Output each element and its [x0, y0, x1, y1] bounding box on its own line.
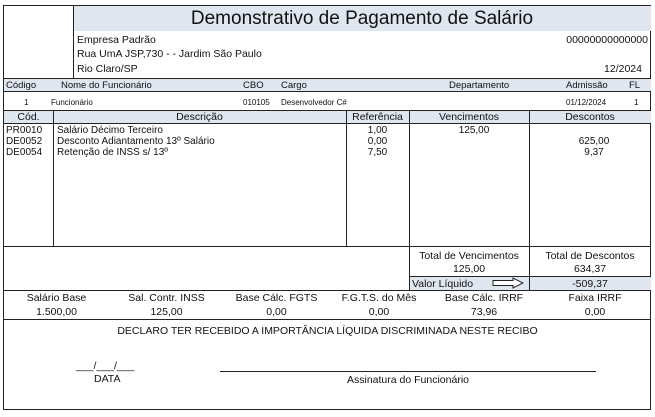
items-reference-header: Referência: [352, 111, 403, 123]
fgts-month-label: F.G.T.S. do Mês: [341, 292, 417, 304]
declaration-text: DECLARO TER RECEBIDO A IMPORTÂNCIA LÍQUIDA DISCRIMINADA NESTE RECIBO: [117, 325, 538, 337]
item-reference: 1,00: [367, 125, 388, 136]
items-deductions: [529, 125, 655, 158]
items-descriptions: [57, 125, 215, 158]
registration-number: 00000000000000: [566, 34, 648, 46]
base-salary-value: 1.500,00: [36, 306, 77, 318]
employee-admission: 01/12/2024: [566, 98, 607, 107]
items-deductions-header: Descontos: [565, 111, 615, 123]
item-code: DE0054: [6, 147, 43, 158]
irrf-bracket-value: 0,00: [584, 306, 606, 318]
items-earnings: [409, 125, 539, 158]
inss-contribution-label: Sal. Contr. INSS: [128, 292, 205, 304]
item-deduction: [529, 125, 655, 136]
item-code: PR0010: [6, 125, 43, 136]
fl-label: FL: [629, 80, 641, 91]
employee-name-label: Nome do Funcionário: [61, 80, 152, 91]
irrf-base-value: 73,96: [470, 306, 498, 318]
fgts-base-value: 0,00: [266, 306, 287, 318]
item-code: DE0052: [6, 136, 43, 147]
total-earnings-label: Total de Vencimentos: [419, 250, 519, 262]
net-value: -509,37: [572, 278, 608, 290]
item-reference: 7,50: [367, 147, 388, 158]
signature-label: Assinatura do Funcionário: [347, 374, 469, 386]
item-deduction: 625,00: [578, 136, 610, 147]
admission-label: Admissão: [566, 80, 608, 91]
item-description: Salário Décimo Terceiro: [57, 125, 163, 136]
items-code-header: Cód.: [17, 111, 40, 123]
payslip: [3, 5, 651, 410]
period: 12/2024: [604, 63, 642, 75]
total-deductions-value: 634,37: [573, 263, 607, 275]
total-deductions-label: Total de Descontos: [545, 250, 635, 262]
employee-code-label: Código: [6, 80, 37, 91]
page-title: Demonstrativo de Pagamento de Salário: [190, 8, 534, 29]
date-label: DATA: [94, 373, 121, 385]
items-codes: [6, 125, 42, 158]
arrow-right-icon: [492, 277, 524, 289]
employee-fl: 1: [634, 98, 639, 107]
role-label: Cargo: [281, 80, 307, 91]
inss-contribution-value: 125,00: [150, 306, 183, 318]
department-label: Departamento: [449, 80, 510, 91]
item-earning: [409, 147, 539, 158]
employee-cbo: 010105: [243, 98, 270, 107]
items-earnings-header: Vencimentos: [438, 111, 500, 123]
fgts-base-label: Base Cálc. FGTS: [235, 292, 318, 304]
item-reference: 0,00: [367, 136, 388, 147]
employee-name: Funcionário: [51, 98, 93, 107]
employee-code: 1: [24, 98, 29, 107]
item-description: Retenção de INSS s/ 13º: [57, 147, 168, 158]
date-placeholder: ___/___/___: [76, 360, 135, 372]
base-salary-label: Salário Base: [26, 292, 87, 304]
total-earnings-value: 125,00: [452, 263, 486, 275]
irrf-bracket-label: Faixa IRRF: [568, 292, 622, 304]
company-city: Rio Claro/SP: [77, 63, 138, 75]
items-references: [346, 125, 409, 158]
items-description-header: Descrição: [176, 111, 223, 123]
item-earning: 125,00: [458, 125, 490, 136]
item-earning: [409, 136, 539, 147]
irrf-base-label: Base Cálc. IRRF: [444, 292, 524, 304]
signature-line: [220, 371, 596, 372]
fgts-month-value: 0,00: [368, 306, 390, 318]
net-value-label: Valor Líquido: [412, 278, 474, 290]
company-address: Rua UmA JSP,730 - - Jardim São Paulo: [77, 48, 262, 60]
item-description: Desconto Adiantamento 13º Salário: [57, 136, 215, 147]
company-name: Empresa Padrão: [77, 34, 156, 46]
cbo-label: CBO: [243, 80, 264, 91]
item-deduction: 9,37: [584, 147, 604, 158]
employee-role: Desenvolvedor C#: [281, 98, 347, 107]
